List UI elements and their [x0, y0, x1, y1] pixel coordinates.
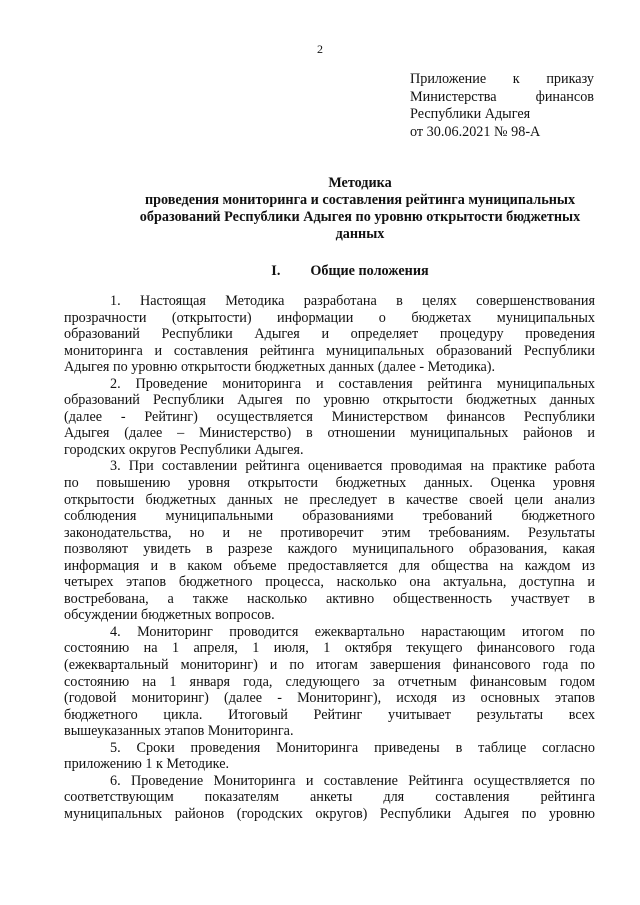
- paragraph-line: образований Республики Адыгея и определяет процедуру проведения: [64, 326, 595, 343]
- paragraph-line: 1. Настоящая Методика разработана в целях совершенствования: [110, 293, 595, 309]
- paragraph: [64, 458, 595, 623]
- paragraph-line: мониторинга и составления рейтинга муниципальных образований Республики: [64, 342, 595, 359]
- page-number: 2: [317, 42, 323, 56]
- title-line: Методика: [328, 175, 392, 191]
- paragraph-line: 6. Проведение Мониторинга и составление Рейтинга осуществляется по: [110, 772, 595, 789]
- appendix-line: Республики Адыгея: [410, 106, 531, 122]
- title-line: образований Республики Адыгея по уровню открытости бюджетных: [139, 209, 581, 225]
- paragraph-line: 2. Проведение мониторинга и составления рейтинга муниципальных: [110, 375, 595, 392]
- paragraph-line: (далее - Рейтинг) осуществляется Министерством финансов Республики: [64, 408, 595, 425]
- paragraph-line: 3. При составлении рейтинга оценивается проводимая на практике работа: [110, 458, 595, 475]
- paragraph-line: состоянию на 1 апреля, 1 июля, 1 октября текущего финансового года: [64, 640, 595, 657]
- paragraph-line: 5. Сроки проведения Мониторинга приведены в таблице согласно: [110, 739, 595, 756]
- paragraph-line: городских округов Республики Адыгея.: [64, 441, 304, 458]
- paragraph-line: обсуждении бюджетных вопросов.: [64, 607, 275, 624]
- paragraph-line: четырех этапов бюджетного процесса, насколько она актуальна, доступна и: [64, 574, 595, 591]
- paragraph-line: востребована, а также насколько активно общественность участвует в: [64, 590, 595, 607]
- paragraph-line: по повышению уровня открытости бюджетных данных. Оценка уровня: [64, 475, 595, 492]
- paragraph-line: Адыгея по уровню открытости бюджетных данных (далее - Методика).: [64, 359, 496, 376]
- document-title: [70, 175, 640, 243]
- paragraph-line: состоянию на 1 января года, следующего за отчетным финансовым годом: [64, 673, 595, 690]
- appendix-line: от 30.06.2021 № 98-А: [410, 123, 541, 140]
- paragraph-line: бюджетного цикла. Итоговый Рейтинг учитывает результаты всех: [64, 706, 595, 723]
- appendix-line: Министерства финансов: [410, 88, 594, 105]
- paragraph-line: приложению 1 к Методике.: [64, 756, 230, 773]
- appendix-line: Приложение к приказу: [410, 71, 594, 87]
- title-line: данных: [335, 226, 385, 242]
- paragraph-line: муниципальных районов (городских округов) Республики Адыгея по уровню: [64, 805, 595, 822]
- paragraph-line: информация и в каком объеме предоставляется для общества на каждом из: [64, 557, 595, 574]
- paragraph: [64, 376, 595, 459]
- paragraph-line: прозрачности (открытости) информации о бюджетах муниципальных: [64, 309, 595, 326]
- section-heading: [60, 263, 640, 280]
- paragraph-line: вышеуказанных этапов Мониторинга.: [64, 723, 294, 740]
- paragraph: [64, 293, 595, 376]
- paragraph: [64, 773, 595, 823]
- paragraph: [64, 740, 595, 773]
- body-text: [64, 293, 595, 823]
- paragraph-line: (годовой мониторинг) (далее - Мониторинг), исходя из основных этапов: [64, 690, 595, 707]
- paragraph-line: позволяют увидеть в разрезе каждого муниципального образования, какая: [64, 541, 595, 558]
- title-line: проведения мониторинга и составления рейтинга муниципальных: [144, 192, 576, 208]
- paragraph-line: законодательства, но и не противоречит этим требованиям. Результаты: [64, 524, 595, 541]
- paragraph: [64, 624, 595, 740]
- paragraph-line: открытости бюджетных данных не преследует в качестве своей цели анализ: [64, 491, 595, 508]
- appendix-reference: [410, 71, 594, 141]
- paragraph-line: 4. Мониторинг проводится ежеквартально нарастающим итогом по: [110, 623, 595, 640]
- paragraph-line: соответствующим показателям анкеты для составления рейтинга: [64, 789, 595, 806]
- paragraph-line: образований Республики Адыгея по уровню открытости бюджетных данных: [64, 392, 595, 409]
- paragraph-line: соблюдения муниципальными образованиями требований бюджетного: [64, 508, 595, 525]
- section-number: I.: [271, 263, 281, 279]
- paragraph-line: (ежеквартальный мониторинг) и по итогам завершения финансового года по: [64, 657, 595, 674]
- paragraph-line: Адыгея (далее – Министерство) в отношении муниципальных районов и: [64, 425, 595, 442]
- section-title: Общие положения: [310, 263, 429, 279]
